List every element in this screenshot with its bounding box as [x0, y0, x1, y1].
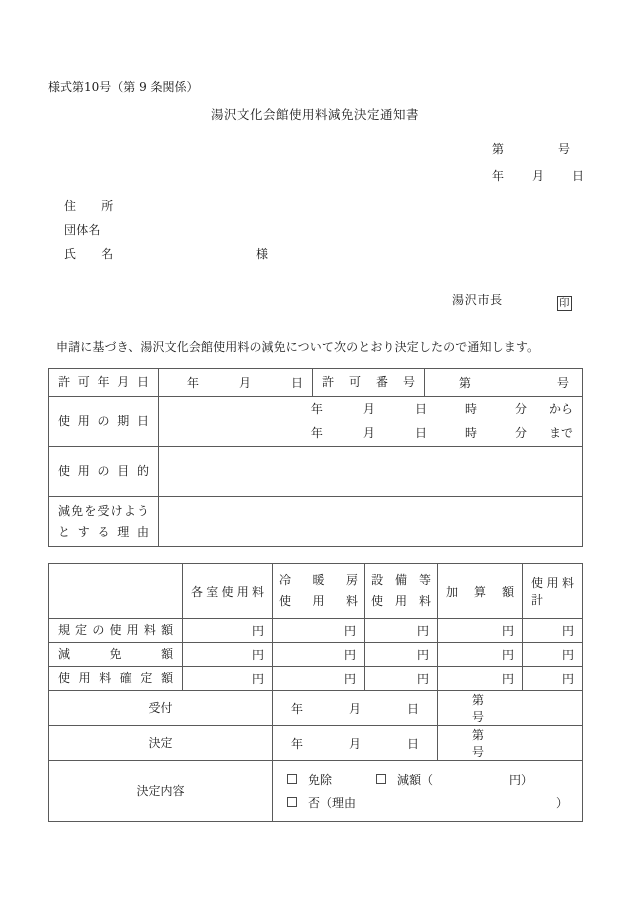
reception-number-field[interactable] [438, 691, 583, 726]
checkbox-reduce[interactable] [376, 774, 386, 784]
decision-number-field[interactable] [438, 726, 583, 761]
standard-fee-equipment[interactable]: 円 [365, 619, 438, 643]
table-row-reception [49, 691, 583, 726]
permit-date-label: 許可年月日 [49, 369, 159, 397]
reception-date-day: 日 [407, 701, 420, 716]
table-row-decision-content [49, 761, 583, 822]
final-fee-surcharge[interactable]: 円 [438, 667, 523, 691]
table-row-reduction-amount [49, 643, 583, 667]
intro-sentence: 申請に基づき、湯沢文化会館使用料の減免について次のとおり決定したので通知します。 [56, 340, 540, 354]
column-header-hvac-fee [273, 564, 365, 619]
column-header-surcharge: 加算額 [438, 564, 523, 619]
checkbox-deny[interactable] [287, 797, 297, 807]
permit-number-field[interactable] [425, 369, 583, 397]
final-fee-room[interactable]: 円 [183, 667, 273, 691]
option-exempt-label: 免除 [308, 773, 333, 787]
issue-date-month: 月 [532, 169, 545, 183]
issue-number-suffix: 号 [558, 142, 571, 156]
column-header-equipment-fee-line2: 使用料 [371, 594, 431, 608]
form-number: 様式第10号（第 9 条関係） [48, 80, 199, 94]
addressee-address-row [64, 199, 120, 224]
page-title-text: 湯沢文化会館使用料減免決定通知書 [210, 107, 419, 122]
permit-date-day: 日 [290, 376, 303, 390]
use-period-field[interactable] [159, 397, 583, 447]
use-start-suffix: から [548, 402, 573, 417]
use-start-hour: 時 [464, 402, 477, 417]
permit-date-month: 月 [238, 376, 251, 390]
use-period-label: 使用の期日 [49, 397, 159, 447]
fee-header-blank [49, 564, 183, 619]
reception-date-month: 月 [348, 701, 361, 716]
column-header-room-fee: 各室使用料 [183, 564, 273, 619]
use-end-year: 年 [310, 425, 323, 440]
use-period-start [159, 398, 582, 421]
issuer-line [452, 294, 572, 311]
use-start-year: 年 [310, 402, 323, 417]
option-deny-close: ） [555, 796, 568, 810]
reduction-reason-label-line1: 減免を受けよう [58, 504, 149, 519]
final-fee-label: 使用料確定額 [49, 667, 183, 691]
reduction-amount-label: 減免額 [49, 643, 183, 667]
table-row-permit-date [49, 369, 583, 397]
use-start-month: 月 [362, 402, 375, 417]
address-label: 住 所 [64, 199, 120, 213]
standard-fee-room[interactable]: 円 [183, 619, 273, 643]
column-header-equipment-fee-line1: 設備等 [371, 573, 431, 587]
issue-date-year: 年 [492, 169, 505, 183]
decision-content-label: 決定内容 [49, 761, 273, 822]
permit-date-year: 年 [186, 376, 199, 390]
honorific-label: 様 [256, 247, 269, 261]
column-header-equipment-fee [365, 564, 438, 619]
permit-number-suffix: 号 [557, 376, 570, 390]
page-title [0, 109, 630, 122]
reception-label: 受付 [49, 691, 273, 726]
option-reduce-unit: 円） [509, 773, 534, 787]
issuer-name: 湯沢市長 [452, 293, 503, 307]
table-row-use-purpose [49, 447, 583, 497]
final-fee-total[interactable]: 円 [523, 667, 583, 691]
fee-decision-table [48, 563, 583, 822]
reception-number-prefix: 第 [472, 693, 485, 707]
reduction-amount-equipment[interactable]: 円 [365, 643, 438, 667]
decision-number-prefix: 第 [472, 728, 485, 742]
table-row-final-fee [49, 667, 583, 691]
decision-option-row-deny [287, 791, 582, 814]
standard-fee-total[interactable]: 円 [523, 619, 583, 643]
decision-date-month: 月 [348, 736, 361, 751]
addressee-block [64, 199, 269, 272]
use-end-month: 月 [362, 425, 375, 440]
standard-fee-hvac[interactable]: 円 [273, 619, 365, 643]
reduction-reason-field[interactable] [159, 497, 583, 547]
permit-date-field[interactable] [159, 369, 313, 397]
group-name-label: 団体名 [64, 223, 101, 237]
reception-number-suffix: 号 [472, 710, 485, 724]
table-row-fee-header [49, 564, 583, 619]
checkbox-exempt[interactable] [287, 774, 297, 784]
table-row-reduction-reason [49, 497, 583, 547]
decision-number-suffix: 号 [472, 745, 485, 759]
option-reduce-label: 減額（ [397, 773, 434, 787]
addressee-name-row [64, 247, 269, 272]
use-start-day: 日 [414, 402, 427, 417]
reception-date-field[interactable] [273, 691, 438, 726]
table-row-standard-fee [49, 619, 583, 643]
final-fee-hvac[interactable]: 円 [273, 667, 365, 691]
decision-date-year: 年 [290, 736, 303, 751]
final-fee-equipment[interactable]: 円 [365, 667, 438, 691]
reduction-reason-label [49, 497, 159, 547]
issue-date-day: 日 [572, 169, 585, 183]
table-row-decision [49, 726, 583, 761]
standard-fee-label: 規定の使用料額 [49, 619, 183, 643]
use-end-hour: 時 [464, 425, 477, 440]
seal-box-icon: 印 [557, 296, 572, 311]
permit-number-label: 許可番号 [313, 369, 425, 397]
reduction-amount-room[interactable]: 円 [183, 643, 273, 667]
use-period-end [159, 422, 582, 445]
permit-table [48, 368, 583, 547]
addressee-group-row [64, 224, 108, 248]
standard-fee-surcharge[interactable]: 円 [438, 619, 523, 643]
table-row-use-period [49, 397, 583, 447]
use-purpose-field[interactable] [159, 447, 583, 497]
column-header-hvac-fee-line1: 冷暖房 [279, 573, 358, 587]
decision-date-field[interactable] [273, 726, 438, 761]
issue-number-prefix: 第 [492, 142, 505, 156]
reduction-amount-total[interactable]: 円 [523, 643, 583, 667]
name-label: 氏 名 [64, 247, 120, 261]
option-deny-label: 否（理由 [308, 796, 357, 810]
reduction-amount-surcharge[interactable]: 円 [438, 643, 523, 667]
decision-content-field [273, 761, 583, 822]
permit-number-prefix: 第 [459, 376, 472, 390]
issue-date [492, 170, 584, 182]
reduction-reason-label-line2: とする理由 [58, 524, 149, 539]
decision-option-row-approve [287, 768, 582, 791]
reception-date-year: 年 [290, 701, 303, 716]
column-header-total: 使用料計 [523, 564, 583, 619]
use-end-day: 日 [414, 425, 427, 440]
use-start-minute: 分 [514, 402, 527, 417]
reduction-amount-hvac[interactable]: 円 [273, 643, 365, 667]
column-header-hvac-fee-line2: 使用料 [279, 594, 358, 608]
use-end-minute: 分 [514, 425, 527, 440]
use-purpose-label: 使用の目的 [49, 447, 159, 497]
decision-date-day: 日 [407, 736, 420, 751]
use-end-suffix: まで [548, 425, 573, 440]
issue-number [492, 143, 570, 155]
decision-label: 決定 [49, 726, 273, 761]
